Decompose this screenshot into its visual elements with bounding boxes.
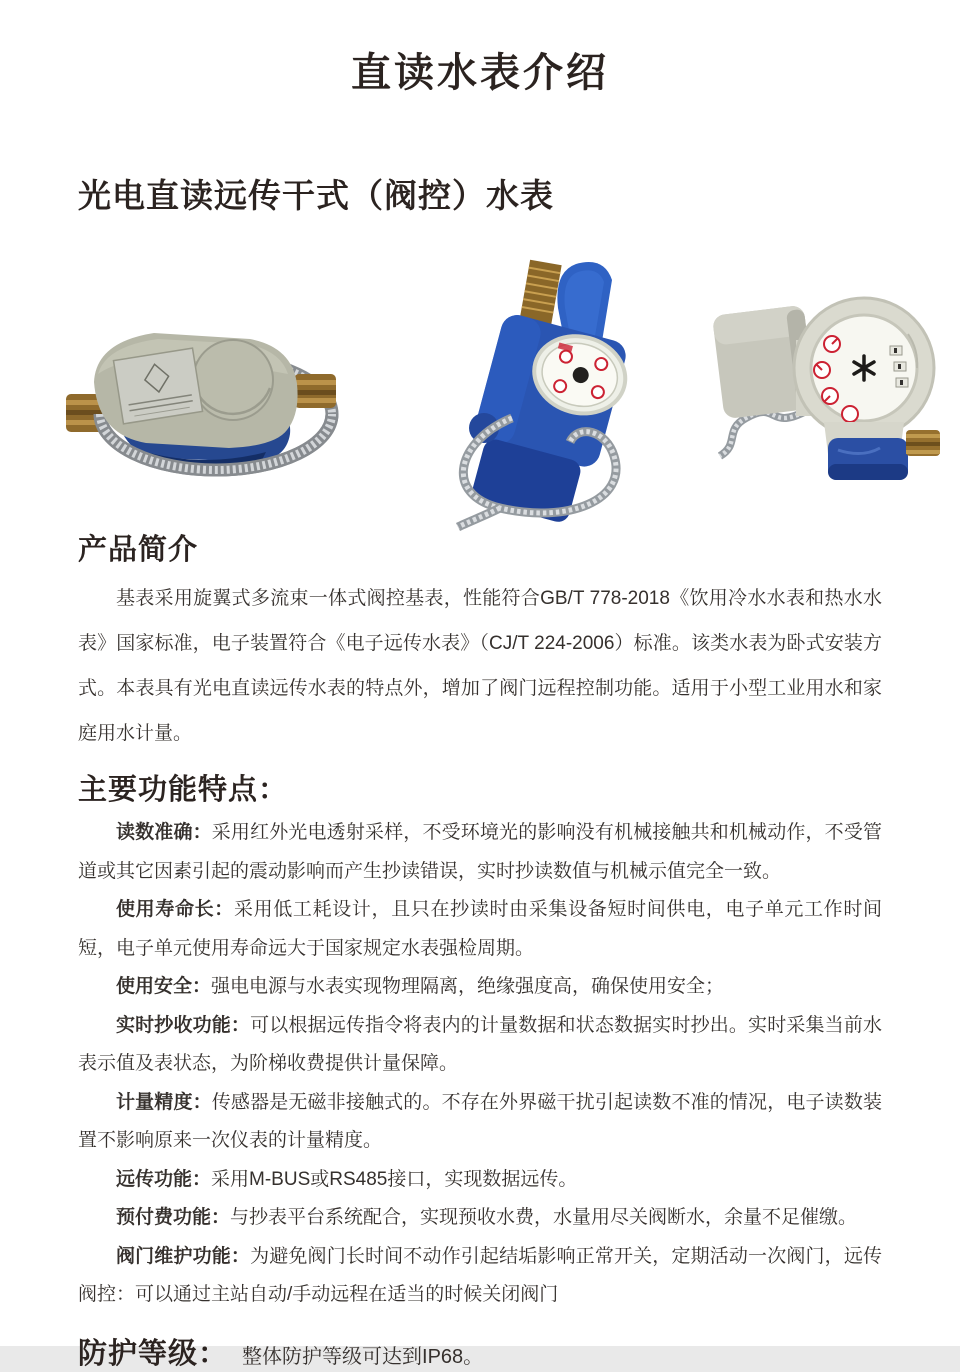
- protection-rating-text: 整体防护等级可达到IP68。: [242, 1345, 484, 1368]
- gray-horizontal-valve-control-meter-photo: [66, 302, 336, 497]
- feature-label: 使用安全：: [116, 976, 212, 997]
- feature-item-valve-maintenance: [78, 1238, 882, 1315]
- gray-meter-illustration: [66, 302, 336, 492]
- feature-text: 采用M-BUS或RS485接口，实现数据远传。: [211, 1168, 578, 1190]
- feature-text: 与抄表平台系统配合，实现预收水费，水量用尽关阀断水，余量不足催缴。: [230, 1207, 858, 1228]
- product-photo-gallery: [0, 254, 960, 532]
- feature-item-reading-accuracy: [78, 814, 882, 891]
- brass-fitting-right: [294, 374, 336, 408]
- meter-nameplate: [113, 348, 202, 424]
- feature-label: 预付费功能：: [116, 1207, 231, 1228]
- feature-text: 为避免阀门长时间不动作引起结垢影响正常开关，定期活动一次阀门，远传阀控：可以通过主站自动/手动远程在适当的时候关闭阀门: [78, 1245, 882, 1305]
- feature-label: 计量精度：: [116, 1091, 212, 1113]
- feature-text: 采用红外光电透射采样，不受环境光的影响没有机械接触共和机械动作，不受管道或其它因素引起的震动影响而产生抄读错误，实时抄读数值与机械示值完全一致。: [78, 822, 882, 882]
- feature-text: 传感器是无磁非接触式的。不存在外界磁干扰引起读数不准的情况，电子读数装置不影响原来一次仪表的计量精度。: [78, 1091, 882, 1151]
- white-vertical-valve-control-meter-photo: [712, 282, 947, 487]
- page-title: 直读水表介绍: [351, 51, 609, 95]
- feature-label: 实时抄收功能：: [116, 1014, 251, 1036]
- brass-pipe: [519, 260, 561, 327]
- feature-list: [78, 814, 882, 1315]
- feature-item-prepayment: [78, 1199, 882, 1238]
- page-subtitle: 光电直读远传干式（阀控）水表: [78, 177, 554, 214]
- intro-paragraph: 基表采用旋翼式多流束一体式阀控基表，性能符合GB/T 778-2018《饮用冷水水表和热水水表》国家标准，电子装置符合《电子远传水表》（CJ/T 224-2006）标准。该类水表为卧式安装方式。本表具有光电直读远传水表的特点外，增加了阀门远程控制功能。适用于小型工业用水和家庭用水计量。: [78, 588, 882, 744]
- brass-fitting-right: [906, 430, 940, 456]
- feature-label: 阀门维护功能：: [116, 1245, 251, 1267]
- feature-item-realtime-reading: [78, 1007, 882, 1084]
- feature-item-metering-precision: [78, 1084, 882, 1161]
- intro-heading: 产品简介: [78, 534, 199, 566]
- protection-rating-label: 防护等级：: [78, 1337, 229, 1370]
- feature-label: 远传功能：: [116, 1168, 212, 1190]
- protection-rating-row: [78, 1331, 882, 1372]
- feature-text: 强电电源与水表实现物理隔离，绝缘强度高，确保使用安全；: [211, 976, 725, 997]
- feature-item-long-life: [78, 891, 882, 968]
- feature-text: 采用低工耗设计，且只在抄读时由采集设备短时间供电，电子单元工作时间短，电子单元使用寿命远大于国家规定水表强检周期。: [78, 899, 882, 959]
- features-heading: 主要功能特点：: [78, 774, 289, 806]
- feature-label: 使用寿命长：: [116, 899, 234, 920]
- blue-meter-illustration: [428, 256, 678, 528]
- white-meter-illustration: [712, 282, 947, 482]
- feature-text: 可以根据远传指令将表内的计量数据和状态数据实时抄出。实时采集当前水表示值及表状态，为阶梯收费提供计量保障。: [78, 1014, 882, 1074]
- feature-item-safety: [78, 968, 882, 1007]
- feature-label: 读数准确：: [116, 822, 212, 843]
- feature-item-remote-transmission: [78, 1161, 882, 1200]
- blue-vertical-valve-control-meter-photo: [428, 256, 678, 533]
